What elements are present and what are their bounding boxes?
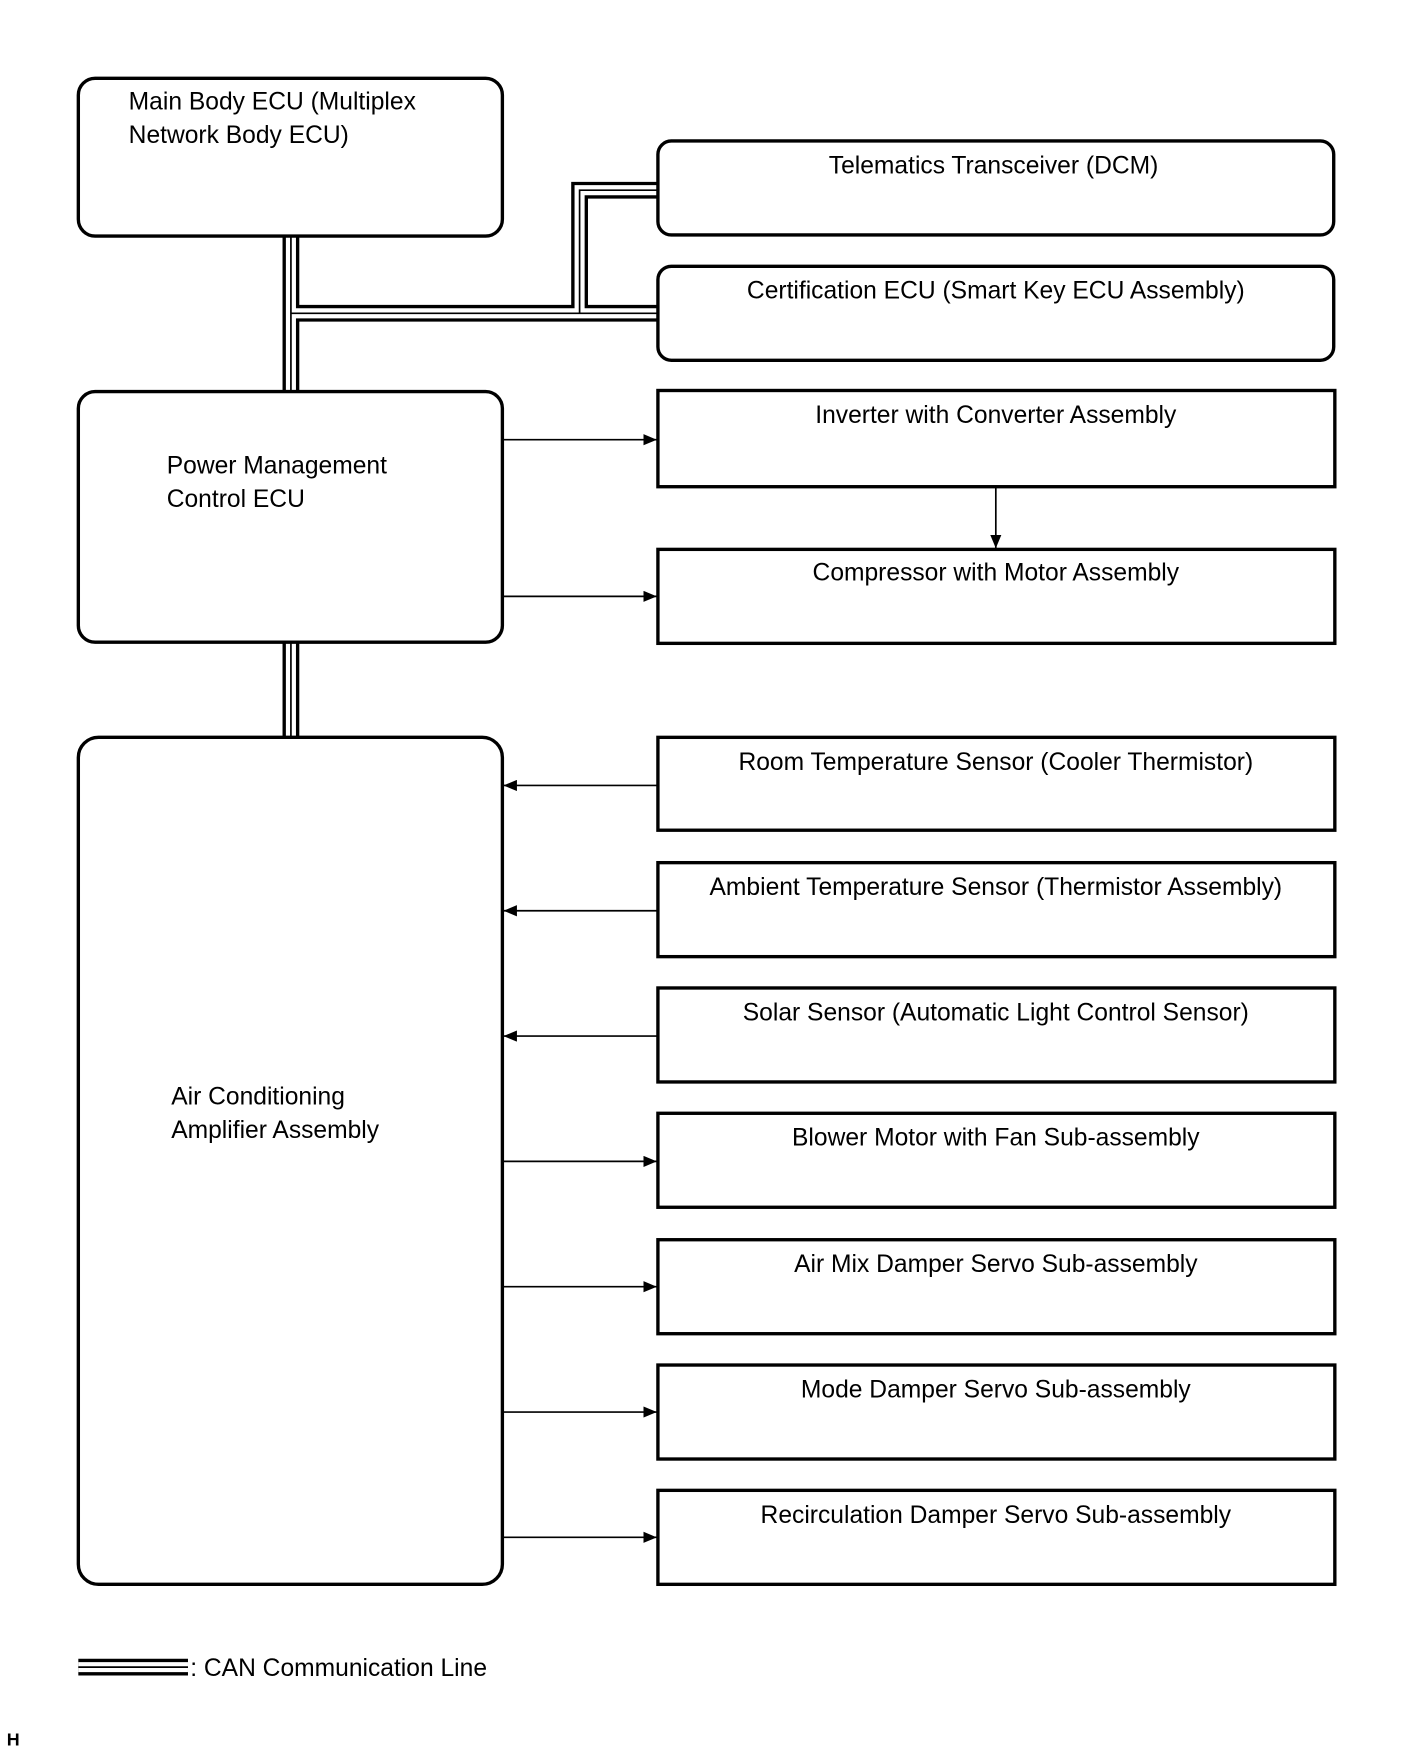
ac-amplifier-label: Amplifier Assembly (171, 1116, 380, 1144)
ac-amplifier-box (78, 737, 502, 1584)
compressor-label: Compressor with Motor Assembly (812, 559, 1180, 587)
telematics-label: Telematics Transceiver (DCM) (828, 152, 1159, 180)
compressor-box (658, 549, 1335, 643)
air-mix-damper-box (504, 1240, 1335, 1334)
output-label: Air Mix Damper Servo Sub-assembly (794, 1251, 1198, 1279)
ambient-temperature-sensor-box (504, 863, 1335, 957)
telematics-box (658, 141, 1334, 235)
blower-motor-box (504, 1113, 1335, 1207)
output-label: Mode Damper Servo Sub-assembly (800, 1376, 1191, 1404)
certification-ecu-box (658, 266, 1334, 360)
ac-amplifier-label: Air Conditioning (171, 1083, 345, 1111)
legend (78, 1655, 487, 1682)
solar-sensor-box (504, 988, 1335, 1082)
input-label: Ambient Temperature Sensor (Thermistor Assembly) (709, 874, 1283, 902)
mode-damper-box (504, 1365, 1335, 1459)
main-body-ecu-box (78, 78, 502, 236)
certification-ecu-label: Certification ECU (Smart Key ECU Assembly) (746, 277, 1245, 305)
power-management-label: Control ECU (166, 485, 305, 513)
power-management-ecu-box (78, 392, 502, 643)
main-body-ecu-label: Main Body ECU (Multiplex (128, 88, 416, 116)
power-management-label: Power Management (166, 452, 387, 480)
recirculation-damper-box (504, 1490, 1335, 1584)
output-label: Recirculation Damper Servo Sub-assembly (760, 1501, 1232, 1529)
main-body-ecu-label: Network Body ECU) (128, 122, 349, 150)
legend-label: : CAN Communication Line (190, 1655, 488, 1683)
input-label: Solar Sensor (Automatic Light Control Sensor) (742, 999, 1249, 1027)
inverter-label: Inverter with Converter Assembly (815, 401, 1177, 429)
inverter-box (658, 390, 1335, 486)
output-label: Blower Motor with Fan Sub-assembly (792, 1124, 1200, 1152)
input-label: Room Temperature Sensor (Cooler Thermistor) (738, 748, 1254, 776)
room-temperature-sensor-box (504, 737, 1335, 830)
corner-mark: H (6, 1729, 20, 1750)
